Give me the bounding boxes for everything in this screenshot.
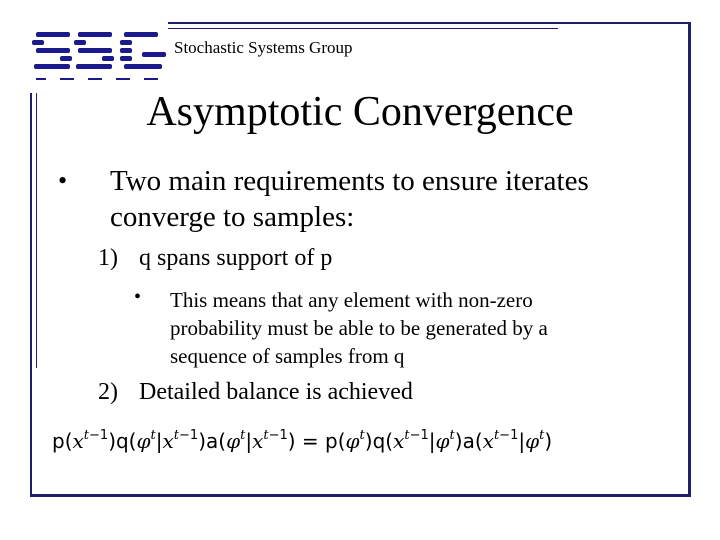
item-text: Detailed balance is achieved — [139, 379, 413, 405]
bullet-text — [110, 163, 670, 235]
item-number: 1) — [98, 245, 118, 271]
frame-bottom-line — [30, 494, 691, 497]
frame-left-line — [30, 93, 32, 496]
sub-bullet-line: This means that any element with non-zero — [170, 288, 533, 312]
group-name: Stochastic Systems Group — [174, 38, 353, 57]
ssg-logo — [30, 22, 170, 94]
slide-title: Asymptotic Convergence — [146, 89, 574, 135]
sub-bullet-marker: • — [134, 286, 142, 308]
item-number: 2) — [98, 379, 118, 405]
detailed-balance-equation — [52, 420, 682, 460]
frame-top-line-inner — [168, 28, 558, 29]
frame-top-line — [168, 22, 690, 24]
sub-bullet-line: probability must be able to be generated by a — [170, 316, 548, 340]
sub-bullet-text — [170, 286, 630, 370]
bullet-line: converge to samples: — [110, 201, 355, 233]
svg-text:p(xt−1)q(φt|xt−1)a(φt|xt−1) =: $p(x^t-1)q(\varphi^t|x^t-1)a(\varphi^t|x^t-1) = p(\varphi^t)q(x^t-1|\varphi^t)a(x^t-1|\varphi^t)$ — [52, 428, 553, 453]
item-text: q spans support of p — [139, 245, 333, 271]
sub-bullet-line: sequence of samples from q — [170, 344, 405, 368]
bullet-line: Two main requirements to ensure iterates — [110, 165, 589, 197]
bullet-marker: • — [58, 166, 68, 195]
